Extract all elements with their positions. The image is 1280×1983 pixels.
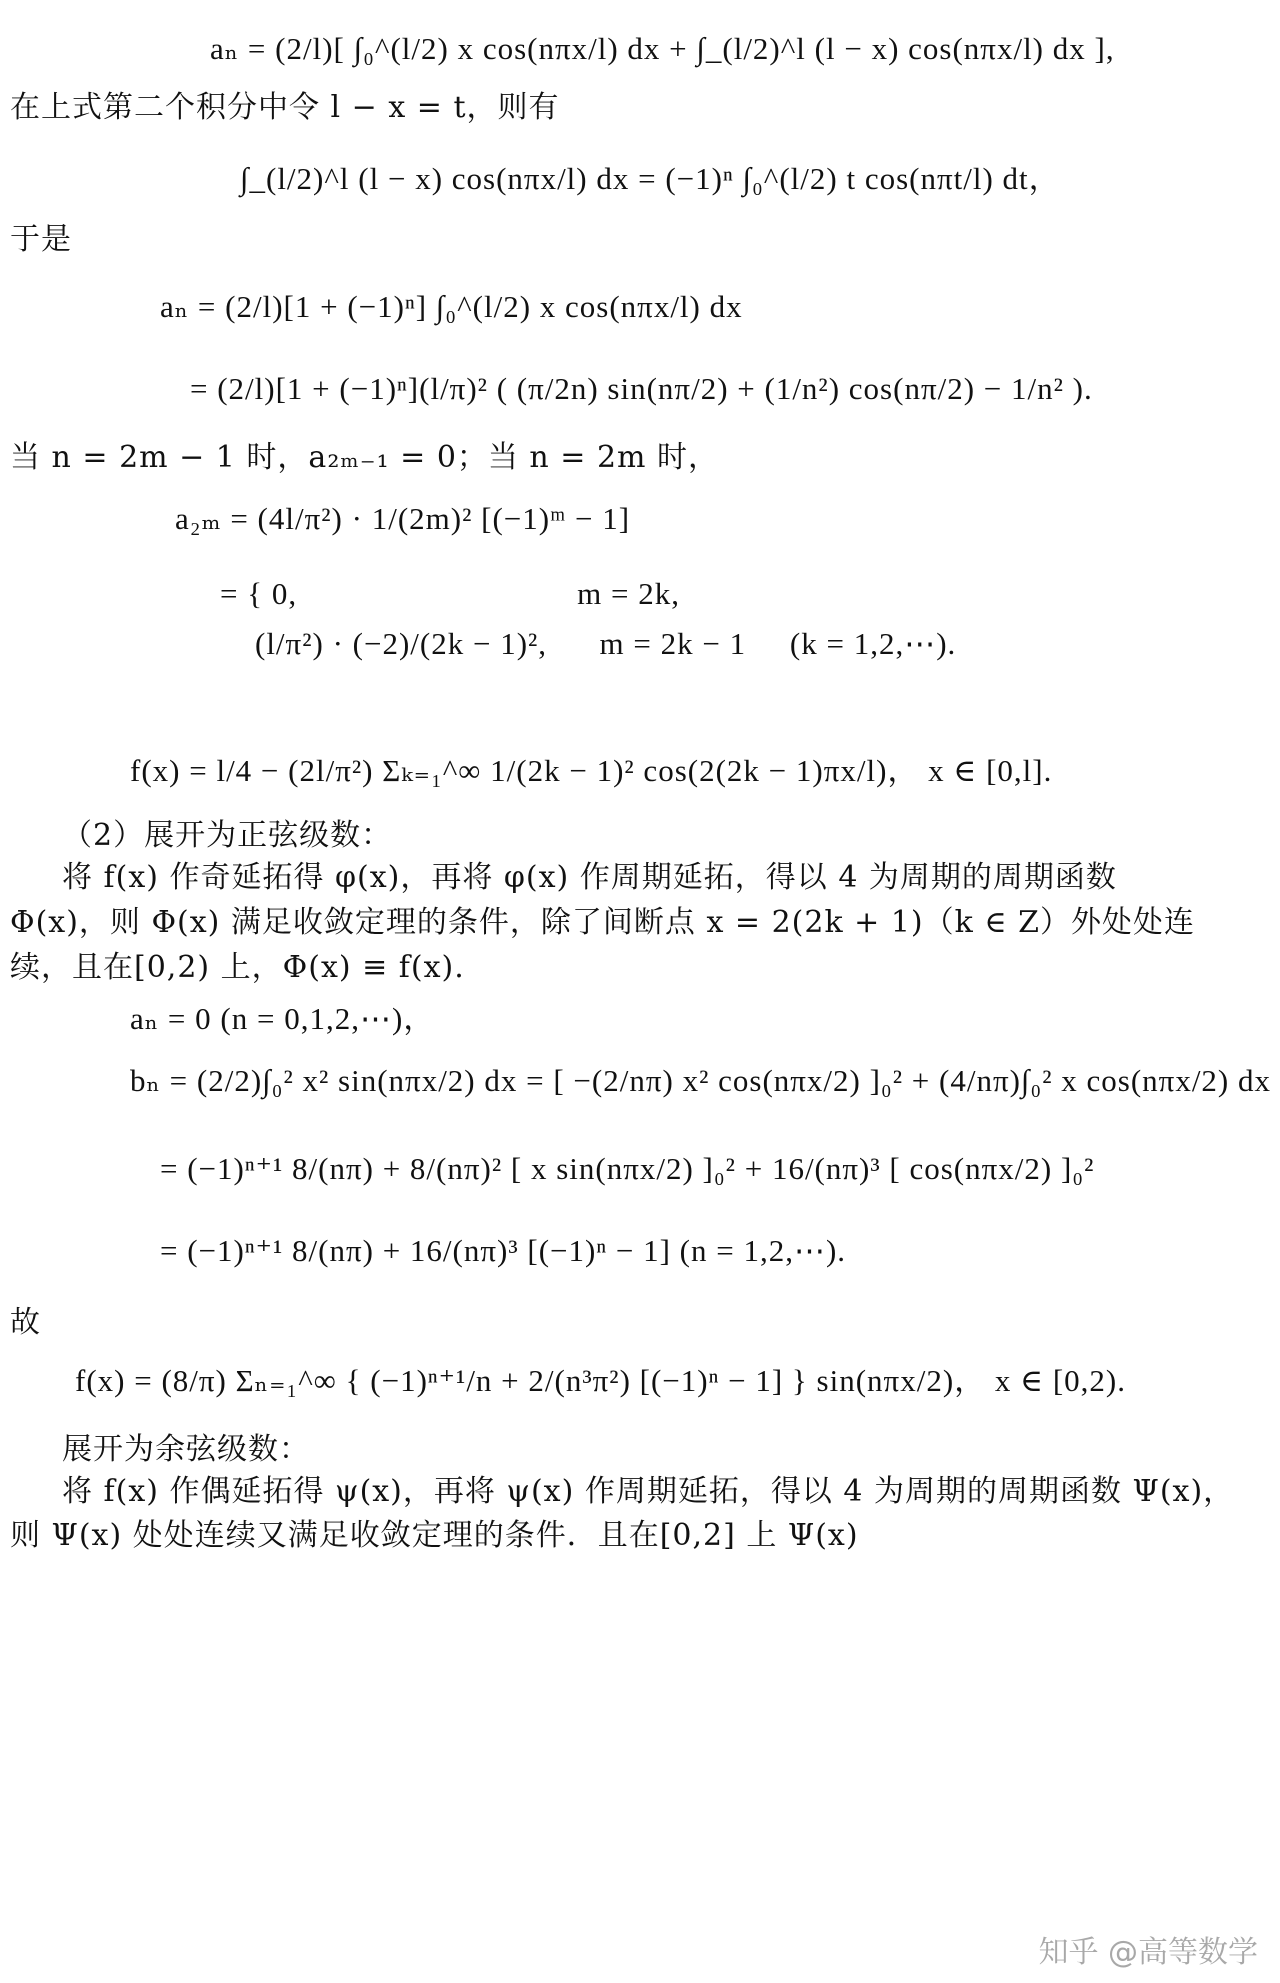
formula-integral-substitution: ∫_(l/2)^l (l − x) cos(nπx/l) dx = (−1)ⁿ ∫₀^(l/2) t cos(nπt/l) dt，	[240, 161, 1061, 196]
text-cosine-heading: 展开为余弦级数：	[62, 1432, 310, 1467]
formula-a2m-case2: (l/π²) · (−2)/(2k − 1)², m = 2k − 1 (k = 1,2,⋯).	[220, 626, 957, 661]
text-odd-extension-1: 将 f(x) 作奇延拓得 φ(x)，再将 φ(x) 作周期延拓，得以 4 为周期的周期函数	[62, 860, 1117, 895]
text-odd-extension-2: Φ(x)，则 Φ(x) 满足收敛定理的条件，除了间断点 x = 2(2k + 1)（k ∈ Z）外处处连	[10, 905, 1195, 940]
zhihu-watermark: 知乎 @高等数学	[1038, 1935, 1258, 1970]
text-odd-extension-3: 续，且在[0,2) 上，Φ(x) ≡ f(x).	[10, 950, 465, 985]
formula-a2m-case1: = { 0, m = 2k,	[220, 576, 680, 611]
text-hence: 故	[10, 1305, 41, 1340]
formula-an-definition: aₙ = (2/l)[ ∫₀^(l/2) x cos(nπx/l) dx + ∫_(l/2)^l (l − x) cos(nπx/l) dx ],	[210, 31, 1115, 66]
text-even-extension-1: 将 f(x) 作偶延拓得 ψ(x)，再将 ψ(x) 作周期延拓，得以 4 为周期的周期函数 Ψ(x)，	[62, 1474, 1235, 1509]
formula-bn-step2: = (−1)ⁿ⁺¹ 8/(nπ) + 8/(nπ)² [ x sin(nπx/2) ]₀² + 16/(nπ)³ [ cos(nπx/2) ]₀²	[160, 1151, 1095, 1186]
text-part2-heading: （2）展开为正弦级数：	[62, 818, 393, 853]
text-substitution: 在上式第二个积分中令 l − x = t，则有	[10, 90, 560, 125]
text-therefore: 于是	[10, 222, 72, 257]
text-even-extension-2: 则 Ψ(x) 处处连续又满足收敛定理的条件．且在[0,2] 上 Ψ(x)	[10, 1518, 859, 1553]
text-case-n: 当 n = 2m − 1 时，a₂ₘ₋₁ = 0；当 n = 2m 时，	[10, 440, 720, 475]
formula-a2m: a₂ₘ = (4l/π²) · 1/(2m)² [(−1)ᵐ − 1]	[175, 501, 631, 536]
formula-an-zero: aₙ = 0 (n = 0,1,2,⋯)，	[130, 1001, 436, 1036]
formula-an-step1: aₙ = (2/l)[1 + (−1)ⁿ] ∫₀^(l/2) x cos(nπx/l) dx	[160, 289, 743, 324]
formula-bn-step1: bₙ = (2/2)∫₀² x² sin(nπx/2) dx = [ −(2/nπ) x² cos(nπx/2) ]₀² + (4/nπ)∫₀² x cos(nπx/2) dx	[130, 1063, 1272, 1098]
formula-fx-cosine-series: f(x) = l/4 − (2l/π²) Σₖ₌₁^∞ 1/(2k − 1)² cos(2(2k − 1)πx/l)， x ∈ [0,l].	[130, 753, 1053, 788]
formula-fx-sine-series: f(x) = (8/π) Σₙ₌₁^∞ { (−1)ⁿ⁺¹/n + 2/(n³π²) [(−1)ⁿ − 1] } sin(nπx/2)， x ∈ [0,2).	[75, 1363, 1126, 1398]
formula-an-step2: = (2/l)[1 + (−1)ⁿ](l/π)² ( (π/2n) sin(nπ/2) + (1/n²) cos(nπ/2) − 1/n² ).	[190, 371, 1093, 406]
formula-bn-step3: = (−1)ⁿ⁺¹ 8/(nπ) + 16/(nπ)³ [(−1)ⁿ − 1] (n = 1,2,⋯).	[160, 1233, 847, 1268]
